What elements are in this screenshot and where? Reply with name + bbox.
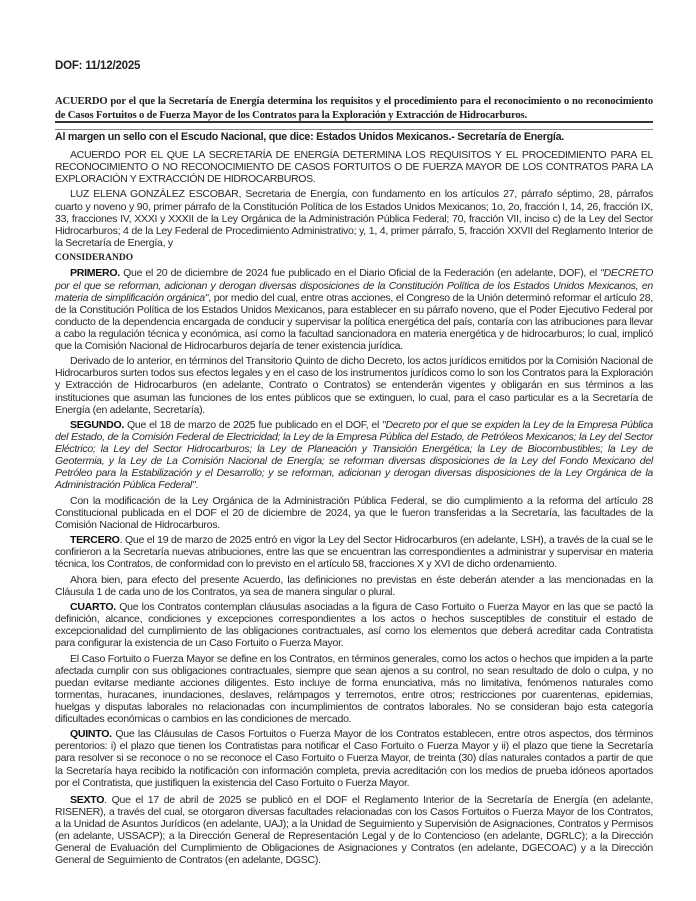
segundo-text-a: Que el 18 de marzo de 2025 fue publicado en el DOF, el [124,418,382,431]
segundo-text-b: . [195,479,199,492]
sexto-paragraph [55,794,653,867]
title-rule-thick [55,121,653,123]
sexto-label: SEXTO [70,793,105,806]
considerando-heading: CONSIDERANDO [55,253,134,264]
tercero-paragraph [55,534,653,570]
sexto-text: . Que el 17 de abril de 2025 se publicó en el DOF el Reglamento Interior de la Secretaría de Energía (en adelante, RISENER), a través del cual, se otorgaron diversas facultades relacionadas con los Casos Fortuitos o Fuerza Mayor de los Contratos, a la Unidad de Asuntos Jurídicos (en adelante, UAJ); a la Unidad de Seguimiento y Supervisión de Asignaciones, Contratos y Permisos (en adelante, USSACP); a la Dirección General de Representación Legal y de lo Contencioso (en adelante, DGRLC); a la Dirección General de Evaluación del Cumplimiento de Obligaciones de Asignaciones y Contratos (en adelante, DGECOAC) y a la Dirección General de Seguimiento de Contratos (en adelante, DGSC). [55,793,653,867]
document-title [55,95,653,122]
dof-date: DOF: 11/12/2025 [55,60,141,72]
quinto-label: QUINTO. [70,728,112,741]
quinto-paragraph [55,728,653,788]
derivado-paragraph: Derivado de lo anterior, en términos del Transitorio Quinto de dicho Decreto, los actos jurídicos emitidos por la Comisión Nacional de Hidrocarburos surten todos sus efectos legales y en el caso de los instrumentos jurídicos como lo son los Contratos para la Exploración y Extracción de Hidrocarburos (en adelante, Contrato o Contratos) se entenderán vigentes y obligarán en sus términos a las instituciones que asuman las funciones de los entes públicos que se extinguen, lo cual, para el caso particular es a la Secretaría de Energía (en adelante, Secretaría). [55,355,653,416]
fundamento-paragraph: LUZ ELENA GONZÁLEZ ESCOBAR, Secretaria de Energía, con fundamento en los artículos 27, párrafo séptimo, 28, párrafos cuarto y noveno y 90, primer párrafo de la Constitución Política de los Estados Unidos Mexicanos; 1o, 2o, fracción I, 14, 26, fracción IX, 33, fracciones IV, XXXI y XXXII de la Ley Orgánica de la Administración Pública Federal; 70, fracción VII, inciso c) de la Ley del Sector Hidrocarburos; 4 de la Ley Federal de Procedimiento Administrativo; y, 1, 4, primer párrafo, 5, fracción XXVII del Reglamento Interior de la Secretaría de Energía, y [55,188,653,249]
title-line-1: ACUERDO por el que la Secretaría de Energía determina los requisitos y el procedimiento para el reconocimiento o no reconocimiento [55,96,653,107]
title-rule-thin [55,129,653,130]
tercero-text: . Que el 19 de marzo de 2025 entró en vigor la Ley del Sector Hidrocarburos (en adelante, LSH), a través de la cual se le confirieron a la Secretaría nuevas atribuciones, entre las que se encuentran las correspondientes a administrar y supervisar en materia técnica, los Contratos, de conformidad con lo previsto en el artículo 58, fracciones X y XVI de dicho ordenamiento. [55,534,653,571]
segundo-decree-title: "Decreto por el que se expiden la Ley de la Empresa Pública del Estado, de la Comisión Federal de Electricidad; la Ley de la Empresa Pública del Estado, de Petróleos Mexicanos; la Ley del Sector Eléctrico; la Ley del Sector Hidrocarburos; la Ley de Planeación y Transición Energética; la Ley de Biocombustibles; la Ley de Geotermia, y la Ley de La Comisión Nacional de Energía; se reforman diversas disposiciones de la Ley del Fondo Mexicano del Petróleo para la Estabilización y el Desarrollo; y se reforman, adicionan y derogan diversas disposiciones de la Ley Orgánica de la Administración Pública Federal" [55,418,654,492]
quinto-text: Que las Cláusulas de Casos Fortuitos o Fuerza Mayor de los Contratos establecen, entre otros aspectos, dos términos perentorios: i) el plazo que tienen los Contratistas para notificar el Caso Fortuito o Fuerza Mayor y ii) el plazo que tiene la Secretaría para resolver si se reconoce o no se reconoce el Caso Fortuito o Fuerza Mayor, de treinta (30) días naturales contados a partir de que la Secretaría haya recibido la notificación con información completa, previa acreditación con los medios de prueba idóneos aportados por el Contratista, que justifiquen la existencia del Caso Fortuito o Fuerza Mayor. [55,728,653,789]
segundo-label: SEGUNDO. [70,418,125,431]
segundo-paragraph [55,419,653,492]
margin-seal-note: Al margen un sello con el Escudo Nacional, que dice: Estados Unidos Mexicanos.- Secretaría de Energía. [55,131,565,143]
definicion-paragraph: El Caso Fortuito o Fuerza Mayor se define en los Contratos, en términos generales, como los actos o hechos que impiden a la parte afectada cumplir con sus obligaciones contractuales, siempre que sean ajenos a su control, no sean resultado de dolo o culpa, y no puedan evitarse mediante acciones diligentes. Esto incluye de forma enunciativa, más no limitativa, fenómenos naturales como tormentas, huracanes, inundaciones, deslaves, relámpagos y terremotos, entre otros; restricciones por cuarentenas, epidemias, huelgas y disputas laborales no relacionadas con incumplimientos de contratos laborales. No se consideran bajo esta categoría dificultades económicas o cambios en las condiciones de mercado. [55,652,653,725]
primero-paragraph [55,267,653,352]
primero-text-a: Que el 20 de diciembre de 2024 fue publicado en el Diario Oficial de la Federación (en adelante, DOF), el [119,267,601,280]
cuarto-label: CUARTO. [70,600,116,613]
primero-text-b: , por medio del cual, entre otras acciones, el Congreso de la Unión determinó reformar el artículo 28, de la Constitución Política de los Estados Unidos Mexicanos, para establecer en su párrafo noveno, que el Poder Ejecutivo Federal por conducto de la dependencia encargada de conducir y supervisar la política energética del país, contaría con las atribuciones para llevar a cabo la regulación técnica y económica, así como la facultad sancionadora en materia energética y de hidrocarburos; lo cual, implicó que la Comisión Nacional de Hidrocarburos dejaría de tener existencia jurídica. [55,291,653,352]
cuarto-text: Que los Contratos contemplan cláusulas asociadas a la figura de Caso Fortuito o Fuerza Mayor en las que se pactó la definición, alcance, condiciones y excepciones correspondientes a los actos o hechos susceptibles de constituir el estado de excepcionalidad del cumplimiento de las obligaciones contractuales, así como los elementos que deberá acreditar cada Contratista para configurar la existencia de un Caso Fortuito o Fuerza Mayor. [55,600,653,650]
tercero-label: TERCERO [70,534,120,547]
modificacion-paragraph: Con la modificación de la Ley Orgánica de la Administración Pública Federal, se dio cumplimiento a la reforma del artículo 28 Constitucional publicada en el DOF el 20 de diciembre de 2024, ya que le fueron transferidas a la Secretaría, las facultades de la Comisión Nacional de Hidrocarburos. [55,494,653,531]
acuerdo-caps-paragraph: ACUERDO POR EL QUE LA SECRETARÍA DE ENERGÍA DETERMINA LOS REQUISITOS Y EL PROCEDIMIENTO PARA EL RECONOCIMIENTO O NO RECONOCIMIENTO DE CASOS FORTUITOS O DE FUERZA MAYOR DE LOS CONTRATOS PARA LA EXPLORACIÓN Y EXTRACCIÓN DE HIDROCARBUROS. [55,149,653,186]
title-line-2: de Casos Fortuitos o de Fuerza Mayor de los Contratos para la Exploración y Extracción de Hidrocarburos. [55,109,527,121]
cuarto-paragraph [55,601,653,649]
primero-label: PRIMERO. [70,267,120,280]
document-body [55,149,653,870]
ahora-bien-paragraph: Ahora bien, para efecto del presente Acuerdo, las definiciones no previstas en éste deberán atender a las mencionadas en la Cláusula 1 de cada uno de los Contratos, ya sea de manera singular o plural. [55,573,653,598]
primero-decree-title: "DECRETO por el que se reforman, adicionan y derogan diversas disposiciones de la Constitución Política de los Estados Unidos Mexicanos, en materia de simplificación orgánica" [55,267,653,304]
